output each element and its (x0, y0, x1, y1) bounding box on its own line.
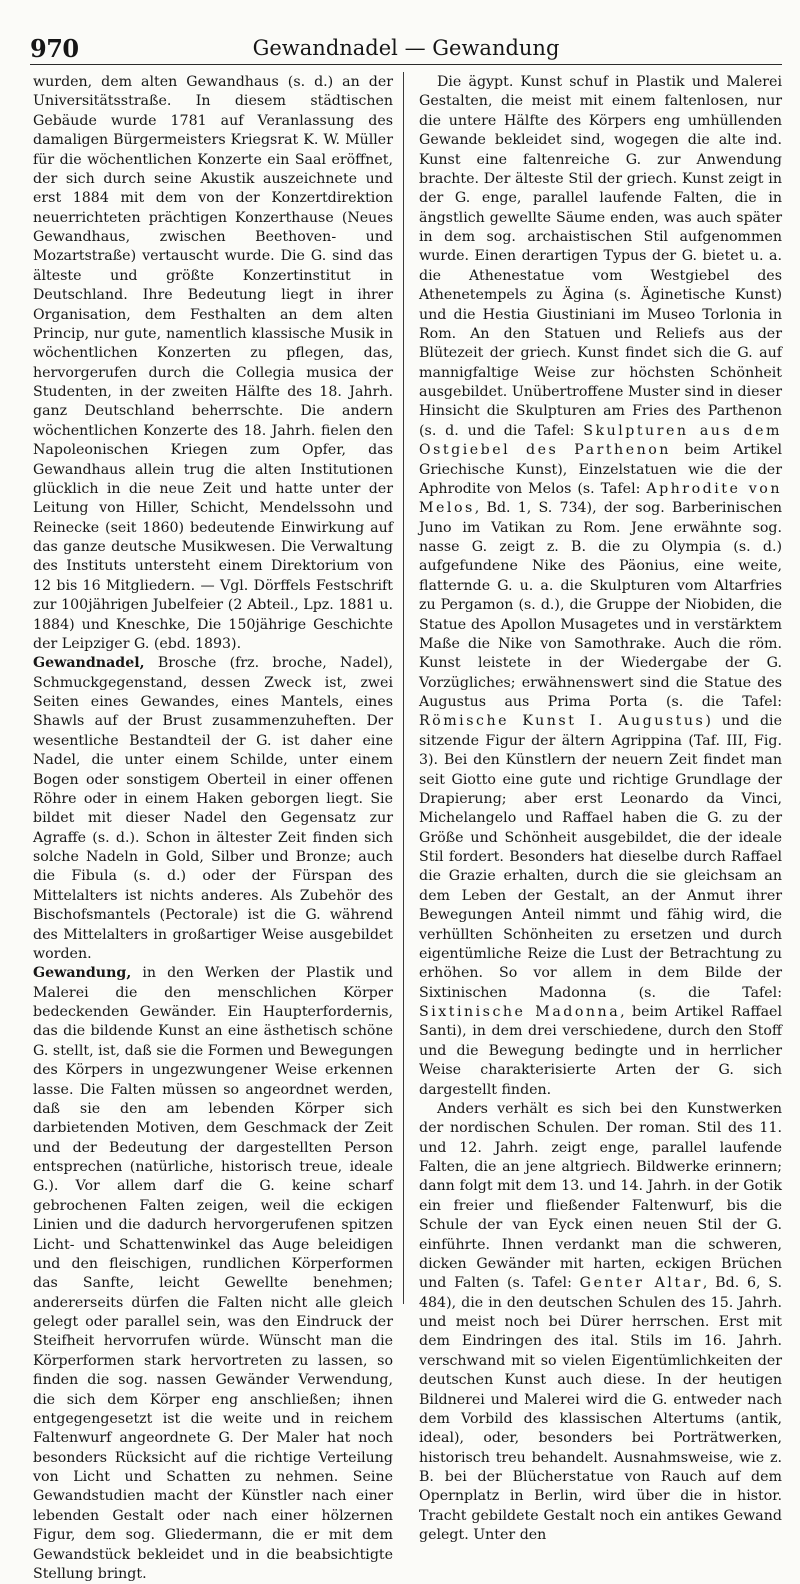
plate-reference: Sixtinische Madonna (419, 1004, 621, 1020)
running-title: Gewandnadel — Gewandung (252, 36, 560, 60)
page-header (30, 34, 782, 65)
entry-gewandung (33, 964, 393, 1584)
entry-text: in den Werken der Plastik und Malerei die den menschlichen Körper bedeckenden Gewänder. Ein Haupterfordernis, das die bildende Kunst an eine ästhetisch schöne G. stellt, ist, daß sie die Formen und Bewegungen des Körpers in ungezwungener Weise erkennen lasse. Die Falten müssen so angeordnet werden, daß sie den am lebenden Körper sich darbietenden Motiven, dem Geschmack der Zeit und der Bedeutung der dargestellten Person entsprechen (natürliche, historisch treue, ideale G.). Vor allem darf die G. keine scharf gebrochenen Falten zeigen, weil die eckigen Linien und die dadurch hervorgerufenen spitzen Licht- und Schattenwinkel das Auge beleidigen und den fleischigen, rundlichen Körperformen das Sanfte, leicht Gewellte benehmen; andererseits dürfen die Falten nicht alle gleich gelegt oder parallel sein, was den Eindruck der Steifheit hervorrufen würde. Wünscht man die Körperformen stark hervortreten zu lassen, so finden die sog. nassen Gewänder Verwendung, die sich dem Körper eng anschließen; ihnen entgegengesetzt ist die weite und in reichem Faltenwurf angeordnete G. Der Maler hat noch besonders Rücksicht auf die richtige Verteilung von Licht und Schatten zu nehmen. Seine Gewandstudien macht der Künstler nach einer lebenden Gestalt oder nach einer hölzernen Figur, dem sog. Gliedermann, die er mit dem Gewandstück bekleidet und in die beabsichtigte Stellung bringt. (33, 965, 393, 1582)
text-run: , Bd. 6, S. 484), die in den deutschen Schulen des 15. Jahrh. und meist noch bei Dürer herrschen. Erst mit dem Eindringen des ital. Stils im 16. Jahrh. verschwand mit so vielen Eigentümlichkeiten der deutschen Kunst auch diese. In der heutigen Bildnerei und Malerei wird die G. entweder nach dem Vorbild des klassischen Altertums (antik, ideal), oder, besonders bei Porträtwerken, historisch treu behandelt. Ausnahmsweise, wie z. B. bei der Blücherstatue von Rauch auf dem Opernplatz in Berlin, wird über die in histor. Tracht gebildete Gestalt noch ein antikes Gewand gelegt. Unter den (419, 1275, 782, 1544)
plate-reference: Römische Kunst I. Augustus (419, 713, 706, 730)
text-run: , Bd. 1, S. 734), der sog. Barberinischen Juno im Vatikan zu Rom. Jene erwähnte sog. nasse G. zeigt z. B. die zu Olympia (s. d.) aufgefundene Nike des Päonius, eine weite, flatternde G. u. a. die Skulpturen vom Altarfries zu Pergamon (s. d.), die Gruppe der Niobiden, die Statue des Apollon Musagetes und in verstärktem Maße die Nike von Samothrake. Auch die röm. Kunst leistete in der Wiedergabe der G. Vorzügliches; erwähnenswert sind die Statue des Augustus aus Prima Porta (s. die Tafel: (419, 500, 782, 710)
plate-reference: Skulpturen aus dem Ostgiebel des Parthenon (419, 422, 782, 459)
text-run: beim Artikel Griechische Kunst), Einzelstatuen wie die der Aphrodite von Melos (s. Tafel: (419, 442, 782, 497)
column-divider (403, 72, 404, 1304)
text-run: , beim Artikel Raffael Santi), in dem drei verschiedene, durch den Stoff und die Bewegung bedingte und in herrlicher Weise charakterisierte Arten der G. sich dargestellt finden. (419, 1004, 782, 1098)
entry-text: Brosche (frz. broche, Nadel), Schmuckgegenstand, dessen Zweck ist, zwei Seiten eines Gewandes, eines Mantels, eines Shawls auf der Brust zusammenzuheften. Der wesentliche Bestandteil der G. ist daher eine Nadel, die unter einem Schilde, unter einem Bogen oder sonstigem Oberteil in einer offenen Röhre oder in einem Haken geborgen liegt. Sie bildet mit dieser Nadel den Gegensatz zur Agraffe (s. d.). Schon in ältester Zeit finden sich solche Nadeln in Gold, Silber und Bronze; auch die Fibula (s. d.) oder der Fürspan des Mittelalters ist nichts anderes. Als Zubehör des Bischofsmantels (Pectorale) ist die G. während des Mittelalters in großartiger Weise ausgebildet worden. (33, 655, 393, 962)
text-run: Die ägypt. Kunst schuf in Plastik und Malerei Gestalten, die meist mit einem faltenlosen, nur die untere Hälfte des Körpers eng umhüllenden Gewande bekleidet sind, wogegen die alte ind. Kunst eine faltenreiche G. zur Anwendung brachte. Der älteste Stil der griech. Kunst zeigt in der G. enge, parallel laufende Falten, die in ängstlich gewellte Säume enden, was auch später in dem sog. archaistischen Stil aufgenommen wurde. Einen derartigen Typus der G. bietet u. a. die Athenestatue vom Westgiebel des Athenetempels zu Ägina (s. Äginetische Kunst) und die Hestia Giustiniani im Museo Torlonia in Rom. An den Statuen und Reliefs aus der Blütezeit der griech. Kunst findet sich die G. auf mannigfaltige Weise zur höchsten Schönheit ausgebildet. Unübertroffene Muster sind in dieser Hinsicht die Skulpturen am Fries des Parthenon (s. d. und die Tafel: (419, 74, 782, 439)
plate-reference: Genter Altar (579, 1275, 703, 1292)
paragraph-antiquity (419, 73, 782, 1100)
text-run: Anders verhält es sich bei den Kunstwerken der nordischen Schulen. Der roman. Stil des 11. und 12. Jahrh. zeigt enge, parallel laufende Falten, die an jene altgriech. Bildwerke erinnern; dann folgt mit dem 13. und 14. Jahrh. in der Gotik ein freier und fließender Faltenwurf, bis die Schule der van Eyck einen neuen Stil der G. einführte. Ihnen verdankt man die schweren, dicken Gewänder mit harten, eckigen Brüchen und Falten (s. Tafel: (419, 1100, 782, 1292)
gewandhaus-continuation: wurden, dem alten Gewandhaus (s. d.) an der Universitätsstraße. In diesem städtischen Gebäude wurde 1781 auf Veranlassung des damaligen Bürgermeisters Kriegsrat K. W. Müller für die wöchentlichen Konzerte ein Saal eröffnet, der sich durch seine Akustik auszeichnete und erst 1884 mit dem von der Konzertdirektion neuerrichteten prächtigen Konzerthause (Neues Gewandhaus, zwischen Beethoven- und Mozartstraße) vertauscht wurde. Die G. sind das älteste und größte Konzertinstitut in Deutschland. Ihre Bedeutung liegt in ihrer Organisation, dem Festhalten an dem alten Princip, nur gute, namentlich klassische Musik in wöchentlichen Konzerten zu pflegen, das, hervorgerufen durch die Collegia musica der Studenten, in der zweiten Hälfte des 18. Jahrh. ganz Deutschland beherrschte. Die andern wöchentlichen Konzerte des 18. Jahrh. fielen den Napoleonischen Kriegen zum Opfer, das Gewandhaus allein trug die alten Institutionen glücklich in die neue Zeit und hatte unter der Leitung von Hiller, Schicht, Mendelssohn und Reinecke (seit 1860) bedeutende Einwirkung auf das ganze deutsche Musikwesen. Die Verwaltung des Instituts untersteht einem Direktorium von 12 bis 16 Mitgliedern. — Vgl. Dörffels Festschrift zur 100jährigen Jubelfeier (2 Abteil., Lpz. 1881 u. 1884) und Kneschke, Die 150jährige Geschichte der Leipziger G. (ebd. 1893). (33, 74, 393, 652)
plate-reference: Aphrodite von Melos (419, 480, 782, 517)
entry-headword: Gewandung, (33, 965, 132, 982)
left-column (33, 73, 393, 1584)
entry-gewandnadel (33, 654, 393, 964)
text-run: ) und die sitzende Figur der ältern Agrippina (Taf. III, Fig. 3). Bei den Künstlern der neuern Zeit findet man seit Giotto eine gute und richtige Grundlage der Drapierung; aber erst Leonardo da Vinci, Michelangelo und Raffael haben die G. zu der Größe und Schönheit ausgebildet, die der ideale Stil fordert. Besonders hat dieselbe durch Raffael die Grazie erhalten, durch die sie gleichsam an dem Leben der Gestalt, an der Anmut ihrer Bewegungen Anteil nimmt und fähig wird, die verhüllten Schönheiten zu ersetzen und durch eigentümliche Reize die Lust der Betrachtung zu erhöhen. So vor allem in dem Bilde der Sixtinischen Madonna (s. die Tafel: (419, 713, 782, 1001)
right-column (419, 73, 782, 1546)
page-number: 970 (30, 34, 79, 63)
paragraph-northern-schools (419, 1100, 782, 1546)
entry-headword: Gewandnadel, (33, 655, 145, 672)
